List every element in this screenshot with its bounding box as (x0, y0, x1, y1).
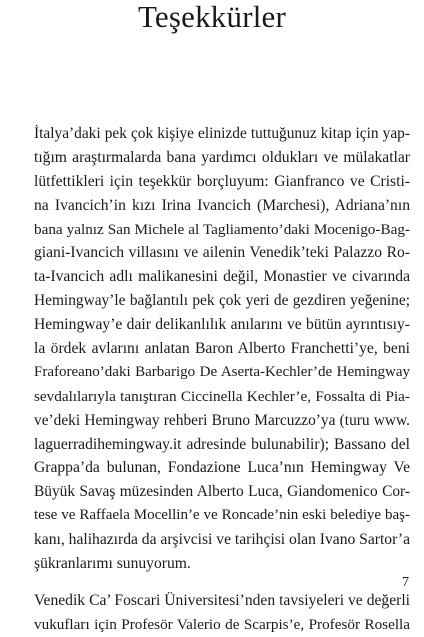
page-title: Teşekkürler (137, 0, 287, 34)
text-line: Grappa’da bulunan, Fondazione Luca’nın Hemingway Ve (34, 459, 410, 477)
text-line: giani-Ivancich villasını ve ailenin Venedik’teki Palazzo Ro- (34, 244, 410, 262)
text-line: tığım araştırmalarda bana yardımcı oldukları ve mülakatlar (34, 148, 410, 166)
text-line: ta-Ivancich adlı malikanesini değil, Monastier ve civarında (34, 268, 410, 286)
body-text (34, 122, 410, 637)
text-line: la ördek avlarını anlatan Baron Alberto Franchetti’ye, beni (34, 340, 410, 358)
text-line: vukufları için Profesör Valerio de Scarpis’e, Profesör Rosella (34, 615, 410, 633)
text-line: bana yalnız San Michele al Tagliamento’daki Mocenigo-Bag- (34, 220, 410, 238)
paragraph-1 (34, 122, 410, 576)
text-line: sevdalılarıyla tanıştıran Ciccinella Kechler’e, Fossalta di Pia- (34, 387, 410, 405)
text-line: İtalya’daki pek çok kişiye elinizde tuttuğunuz kitap için yap- (34, 125, 410, 142)
paragraph-gap (34, 576, 410, 589)
text-line: lütfettikleri için teşekkür borçluyum: Gianfranco ve Cristi- (34, 172, 410, 190)
text-line: tese ve Raffaela Mocellin’e ve Roncade’nin eski belediye baş- (34, 507, 410, 524)
text-line: Fraforeano’daki Barbarigo De Aserta-Kechler’de Hemingway (34, 363, 410, 380)
page-number: 7 (402, 575, 409, 590)
text-line: Hemingway’le bağlantılı pek çok yeri de gezdiren yeğenine; (34, 292, 410, 310)
paragraph-2 (34, 589, 410, 637)
text-line: Hemingway’e dair delikanlılık anılarını ve bütün ayrıntısıy- (34, 316, 410, 334)
text-line: na Ivancich’in kızı Irina Ivancich (Marchesi), Adriana’nın (34, 196, 410, 214)
text-line: ve’deki Hemingway rehberi Bruno Marcuzzo’ya (turu www. (34, 411, 410, 429)
text-line: laguerradihemingway.it adresinde bulunabilir); Bassano del (34, 435, 410, 453)
text-line: Venedik Ca’ Foscari Üniversitesi’nden tavsiyeleri ve değerli (34, 591, 410, 609)
text-line: kanı, halihazırda da arşivcisi ve tarihçisi olan Ivano Sartor’a (34, 531, 410, 549)
text-line: Büyük Savaş müzesinden Alberto Luca, Giandomenico Cor- (34, 483, 410, 501)
text-line: şükranlarımı sunuyorum. (34, 555, 191, 573)
